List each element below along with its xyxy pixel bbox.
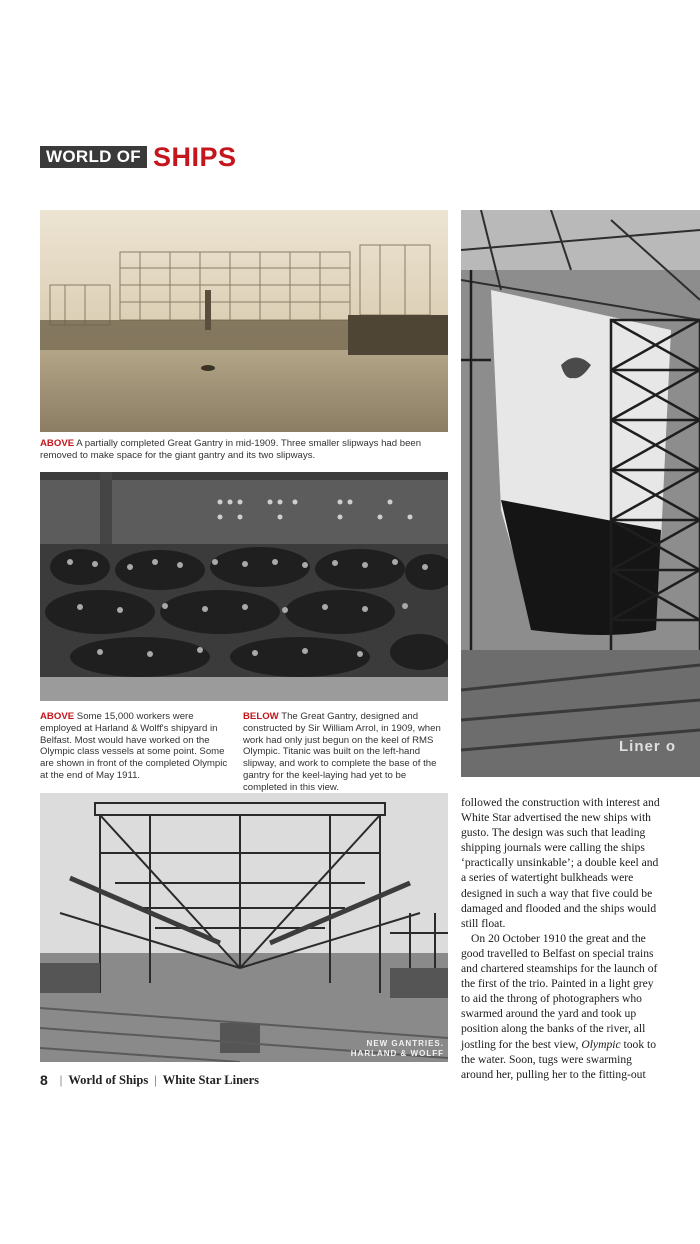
caption-text: Some 15,000 workers were employed at Harland & Wolff's shipyard in Belfast. Most would have worked on the Olympic class vessels at some point. Some are shown in front of the completed Olympic at the end of May 1911. [40,711,228,781]
footer-issue: White Star Liners [162,1072,260,1087]
photo-gantry-1909 [40,210,448,432]
photo-label-line-2: HARLAND & WOLFF [350,1049,444,1058]
caption-keyword: ABOVE [40,438,75,449]
photo-label-line-1: NEW GANTRIES. [366,1039,444,1048]
footer-separator: | [59,1072,63,1087]
caption-keyword: ABOVE [40,711,75,722]
caption-text: A partially completed Great Gantry in mid-1909. Three smaller slipways had been removed to make space for the giant gantry and its two slipways. [40,438,422,461]
photo-ship-bow [461,210,700,777]
caption-text: The Great Gantry, designed and constructed by Sir William Arrol, in 1909, when work had only just begun on the keel of RMS Olympic. Titanic was built on the left-hand slipway, and work to complete the base of the gantry for the keel-laying had yet to be completed in this view. [243,711,441,793]
article-body [461,795,661,1082]
section-header [40,142,237,172]
body-paragraph-1: followed the construction with interest and White Star advertised the new ships with gusto. The design was such that leading shipping journals were calling the ships ‘practically unsinkable’; a double keel and a series of watertight bulkheads were designed in such a way that five could be damaged and flooded and the ships would still float. [461,796,660,930]
body-paragraph-2-end: took to the water. Soon, tugs were swarming around her, pulling her to the fitting-out [461,1037,657,1081]
body-paragraph-2-start: On 20 October 1910 the great and the good travelled to Belfast on special trains and chartered steamships for the launch of the first of the trio. Painted in a light grey to aid the throng of photographers who swarmed around the yard and took up position along the banks of the river, all jostling for the best view, [461,931,658,1051]
photo-label-new-gantries [351,1039,444,1059]
ship-name-olympic: Olympic [581,1037,621,1051]
footer-magazine: World of Ships [68,1072,149,1087]
photo-workers [40,472,448,701]
page-number: 8 [40,1072,48,1088]
body-paragraph-2 [461,931,661,1082]
caption-keyword: BELOW [243,711,279,722]
footer-separator: | [154,1072,157,1087]
photo-new-gantries [40,793,448,1062]
caption-workers [40,711,236,782]
caption-gantry-1909 [40,438,450,462]
page-footer [40,1072,259,1088]
header-prefix: WORLD OF [40,146,147,168]
header-title: SHIPS [152,142,237,172]
photo-label-liner: Liner o [619,738,677,755]
caption-great-gantry [243,711,453,794]
